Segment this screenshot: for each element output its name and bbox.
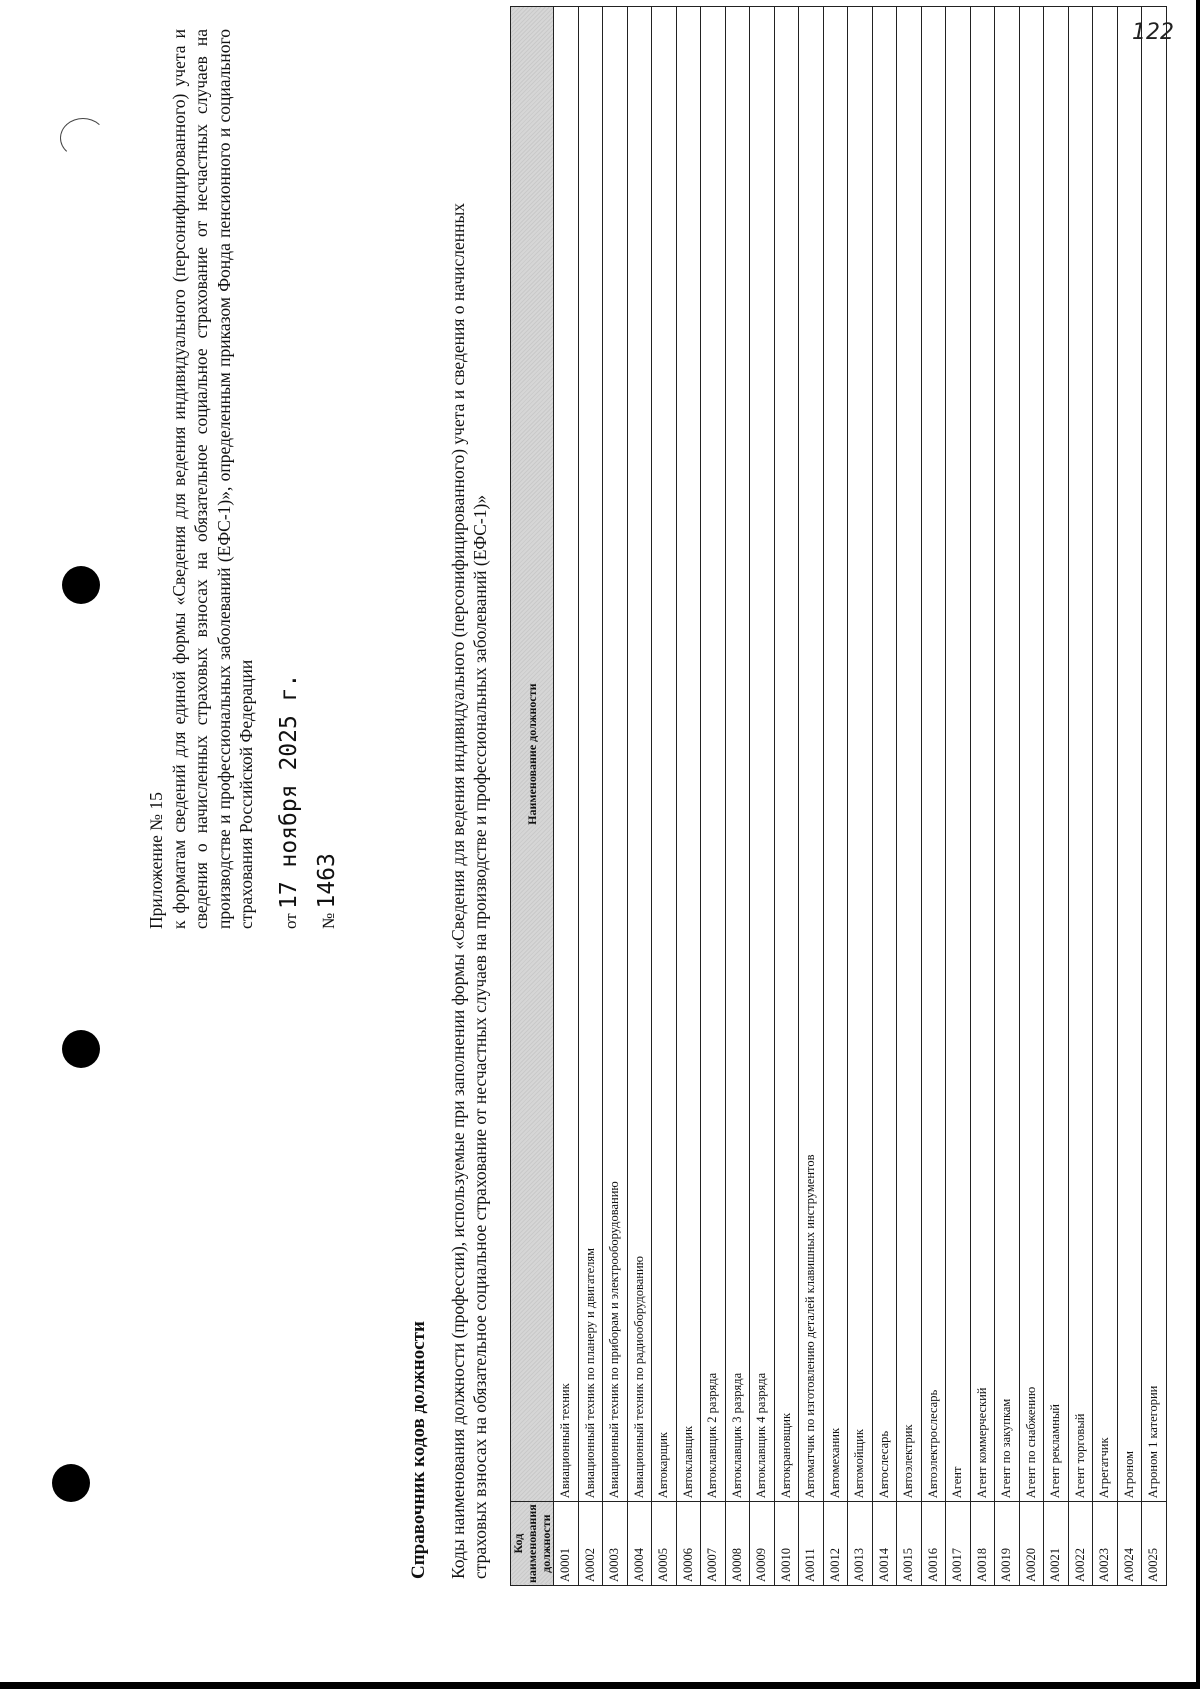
column-header-code: Код наименования должности [511, 1502, 554, 1586]
order-date-line [275, 29, 303, 929]
position-code: А0020 [1019, 1502, 1044, 1586]
table-row [1142, 7, 1167, 1586]
table-row [921, 7, 946, 1586]
table-row [946, 7, 971, 1586]
table-row [1068, 7, 1093, 1586]
table-row [872, 7, 897, 1586]
position-name: Агроном [1117, 7, 1142, 1502]
position-name: Автокарщик [652, 7, 677, 1502]
position-code: А0014 [872, 1502, 897, 1586]
table-row [995, 7, 1020, 1586]
position-code: А0007 [701, 1502, 726, 1586]
position-code: А0024 [1117, 1502, 1142, 1586]
position-name: Авиационный техник [554, 7, 579, 1502]
position-name: Авиационный техник по планеру и двигателям [578, 7, 603, 1502]
table-row [578, 7, 603, 1586]
table-row [774, 7, 799, 1586]
position-code: А0022 [1068, 1502, 1093, 1586]
position-code: А0025 [1142, 1502, 1167, 1586]
table-header-row [511, 7, 554, 1586]
table-row [603, 7, 628, 1586]
position-code: А0018 [970, 1502, 995, 1586]
position-code: А0009 [750, 1502, 775, 1586]
table-row [554, 7, 579, 1586]
number-prefix: № [319, 912, 338, 929]
table-row [1117, 7, 1142, 1586]
table-row [970, 7, 995, 1586]
position-code: А0016 [921, 1502, 946, 1586]
table-row [652, 7, 677, 1586]
table-row [1044, 7, 1069, 1586]
position-name: Автоклавщик 4 разряда [750, 7, 775, 1502]
position-name: Автоклавщик 2 разряда [701, 7, 726, 1502]
order-number: 1463 [314, 853, 340, 909]
position-name: Агент [946, 7, 971, 1502]
position-name: Автоматчик по изготовлению деталей клавишных инструментов [799, 7, 824, 1502]
table-row [799, 7, 824, 1586]
position-code: А0005 [652, 1502, 677, 1586]
position-code: А0012 [823, 1502, 848, 1586]
position-name: Автоэлектрослесарь [921, 7, 946, 1502]
order-date: 17 ноября 2025 г. [275, 673, 302, 910]
codes-table-wrapper [510, 0, 1167, 1586]
position-name: Авиационный техник по приборам и электрооборудованию [603, 7, 628, 1502]
position-code: А0017 [946, 1502, 971, 1586]
appendix-header [145, 29, 341, 929]
appendix-intro: к форматам сведений для единой формы «Сведения для ведения индивидуального (персонифицированного) учета и сведения о начисленных страховых взносах на обязательное социальное страхование от несчастных случаев на производстве и профессиональных заболеваний (ЕФС-1)», определенным приказом Фонда пенсионного и социального страхования Российской Федерации [168, 29, 256, 929]
position-name: Автоэлектрик [897, 7, 922, 1502]
position-code: А0021 [1044, 1502, 1069, 1586]
table-row [676, 7, 701, 1586]
position-code: А0011 [799, 1502, 824, 1586]
position-name: Агент рекламный [1044, 7, 1069, 1502]
position-code: А0015 [897, 1502, 922, 1586]
table-row [627, 7, 652, 1586]
position-name: Автокрановщик [774, 7, 799, 1502]
document-title: Справочник кодов должности [408, 1321, 429, 1579]
position-code: А0001 [554, 1502, 579, 1586]
position-name: Агент торговый [1068, 7, 1093, 1502]
table-body [554, 7, 1167, 1586]
table-row [823, 7, 848, 1586]
position-code: А0013 [848, 1502, 873, 1586]
position-name: Автоклавщик [676, 7, 701, 1502]
table-row [725, 7, 750, 1586]
table-row [897, 7, 922, 1586]
position-code: А0010 [774, 1502, 799, 1586]
table-row [1019, 7, 1044, 1586]
position-name: Агент коммерческий [970, 7, 995, 1502]
position-code: А0003 [603, 1502, 628, 1586]
column-header-name: Наименование должности [511, 7, 554, 1502]
date-prefix: от [280, 913, 300, 929]
document-description: Коды наименования должности (профессии), используемые при заполнении формы «Сведения для ведения индивидуального (персонифицированного) учета и сведения о начисленных страховых взносах на обязательное социальное страхование от несчастных случаев на производстве и профессиональных заболеваний (ЕФС-1)» [448, 202, 490, 1579]
position-codes-table [510, 6, 1167, 1586]
position-code: А0008 [725, 1502, 750, 1586]
position-name: Агент по закупкам [995, 7, 1020, 1502]
table-row [1093, 7, 1118, 1586]
position-name: Автомойщик [848, 7, 873, 1502]
position-code: А0002 [578, 1502, 603, 1586]
position-name: Автослесарь [872, 7, 897, 1502]
position-name: Автоклавщик 3 разряда [725, 7, 750, 1502]
position-name: Агрегатчик [1093, 7, 1118, 1502]
table-row [701, 7, 726, 1586]
table-row [750, 7, 775, 1586]
position-name: Автомеханик [823, 7, 848, 1502]
position-name: Авиационный техник по радиооборудованию [627, 7, 652, 1502]
handwritten-page-number: 122 [1132, 20, 1174, 45]
position-code: А0023 [1093, 1502, 1118, 1586]
position-code: А0019 [995, 1502, 1020, 1586]
table-row [848, 7, 873, 1586]
order-number-line [316, 29, 341, 929]
appendix-number: Приложение № 15 [146, 792, 166, 929]
position-code: А0004 [627, 1502, 652, 1586]
position-name: Агроном 1 категории [1142, 7, 1167, 1502]
position-name: Агент по снабжению [1019, 7, 1044, 1502]
position-code: А0006 [676, 1502, 701, 1586]
